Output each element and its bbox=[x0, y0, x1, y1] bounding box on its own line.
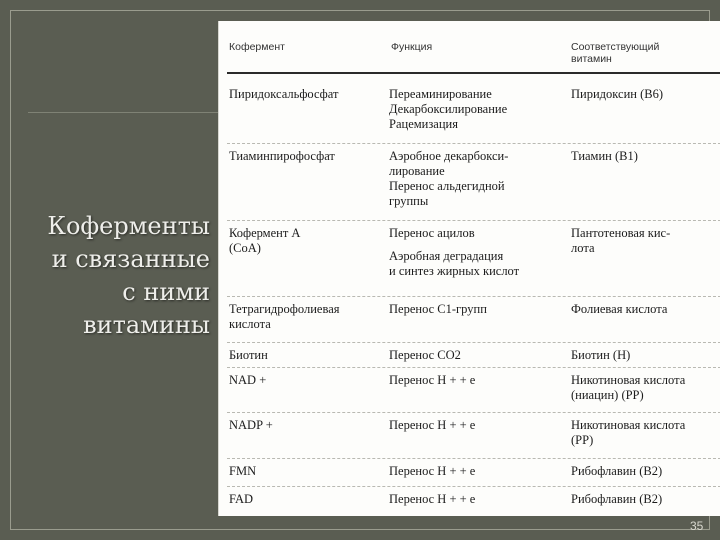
cell-line: Биотин bbox=[229, 348, 268, 362]
table-cell-vitamin bbox=[571, 149, 638, 164]
cell-line: NAD + bbox=[229, 373, 267, 387]
cell-line: NADP + bbox=[229, 418, 273, 432]
table-cell-function bbox=[389, 226, 519, 279]
page-number: 35 bbox=[690, 519, 704, 533]
cell-line: Никотиновая кислота bbox=[571, 373, 686, 387]
cell-line: Перенос H + + e bbox=[389, 373, 476, 387]
cell-line: Тиаминпирофосфат bbox=[229, 149, 335, 163]
table-cell-function bbox=[389, 302, 487, 317]
row-separator bbox=[227, 220, 720, 221]
row-separator bbox=[227, 143, 720, 144]
table-cell-function bbox=[389, 373, 475, 388]
table-cell-coenzyme bbox=[229, 348, 268, 363]
cell-line: Никотиновая кислота bbox=[571, 418, 686, 432]
table-cell-vitamin bbox=[571, 87, 663, 102]
table-cell-vitamin bbox=[571, 464, 662, 479]
table-cell-coenzyme bbox=[229, 226, 300, 256]
table-cell-coenzyme bbox=[229, 464, 256, 479]
table-cell-vitamin bbox=[571, 302, 667, 317]
table-cell-vitamin bbox=[571, 373, 685, 403]
cell-line: Перенос H + + e bbox=[389, 418, 476, 432]
cell-line: FAD bbox=[229, 492, 254, 506]
decorative-divider bbox=[28, 112, 218, 113]
row-separator bbox=[227, 486, 720, 487]
cell-line: кислота bbox=[229, 317, 271, 331]
header-vitamin bbox=[571, 41, 659, 65]
table-cell-function bbox=[389, 149, 508, 209]
cell-line: Перенос H + + e bbox=[389, 492, 476, 506]
table-cell-function bbox=[389, 87, 507, 132]
table-cell-coenzyme bbox=[229, 492, 253, 507]
cell-line: Кофермент А bbox=[229, 226, 301, 240]
row-separator bbox=[227, 412, 720, 413]
cell-line: лота bbox=[571, 241, 595, 255]
table-cell-coenzyme bbox=[229, 373, 266, 388]
table-cell-function bbox=[389, 464, 475, 479]
cell-line: Тетрагидрофолиевая bbox=[229, 302, 340, 316]
table-cell-vitamin bbox=[571, 226, 670, 256]
header-coenzyme: Кофермент bbox=[229, 41, 285, 53]
slide-title-line: витамины bbox=[83, 311, 210, 339]
table-cell-function bbox=[389, 348, 461, 363]
cell-line: (PP) bbox=[571, 433, 594, 447]
header-vitamin-line: витамин bbox=[571, 53, 612, 65]
row-separator bbox=[227, 342, 720, 343]
cell-line: Рибофлавин (B2) bbox=[571, 492, 663, 506]
slide-title-line: с ними bbox=[122, 278, 210, 306]
slide-title-line: и связанные bbox=[51, 245, 210, 273]
cell-line: Рибофлавин (B2) bbox=[571, 464, 663, 478]
cell-line: Пиридоксальфосфат bbox=[229, 87, 339, 101]
cell-line bbox=[389, 241, 519, 249]
cell-line: Биотин (H) bbox=[571, 348, 631, 362]
cell-line: Пантотеновая кис- bbox=[571, 226, 671, 240]
cell-line: FMN bbox=[229, 464, 257, 478]
table-cell-coenzyme bbox=[229, 302, 340, 332]
cell-line: и синтез жирных кислот bbox=[389, 264, 520, 278]
cell-line: Перенос альдегидной bbox=[389, 179, 505, 193]
cell-line: Тиамин (B1) bbox=[571, 149, 638, 163]
cell-line: Аэробная деградация bbox=[389, 249, 504, 263]
cell-line: Перенос C1-групп bbox=[389, 302, 487, 316]
table-cell-function bbox=[389, 492, 475, 507]
cell-line: Аэробное декарбокси- bbox=[389, 149, 509, 163]
row-separator bbox=[227, 367, 720, 368]
table-cell-coenzyme bbox=[229, 149, 335, 164]
cell-line: Переаминирование bbox=[389, 87, 492, 101]
table-cell-function bbox=[389, 418, 475, 433]
cell-line: Рацемизация bbox=[389, 117, 458, 131]
row-separator bbox=[227, 458, 720, 459]
header-rule bbox=[227, 72, 720, 74]
cell-line: Перенос CO2 bbox=[389, 348, 461, 362]
cell-line: Перенос ацилов bbox=[389, 226, 475, 240]
cell-line: (ниацин) (PP) bbox=[571, 388, 644, 402]
cell-line: Перенос H + + e bbox=[389, 464, 476, 478]
header-function: Функция bbox=[391, 41, 433, 53]
cell-line: группы bbox=[389, 194, 429, 208]
cell-line: Фолиевая кислота bbox=[571, 302, 668, 316]
slide-title-line: Коферменты bbox=[47, 212, 210, 240]
slide-title bbox=[10, 210, 210, 342]
table-cell-vitamin bbox=[571, 348, 630, 363]
table-cell-coenzyme bbox=[229, 418, 273, 433]
header-vitamin-line: Соответствующий bbox=[571, 41, 660, 53]
table-cell-coenzyme bbox=[229, 87, 338, 102]
table-cell-vitamin bbox=[571, 418, 685, 448]
cell-line: лирование bbox=[389, 164, 445, 178]
cell-line: (CoA) bbox=[229, 241, 261, 255]
table-cell-vitamin bbox=[571, 492, 662, 507]
cell-line: Пиридоксин (B6) bbox=[571, 87, 663, 101]
row-separator bbox=[227, 296, 720, 297]
cell-line: Декарбоксилирование bbox=[389, 102, 508, 116]
coenzyme-table-scan bbox=[218, 21, 720, 516]
